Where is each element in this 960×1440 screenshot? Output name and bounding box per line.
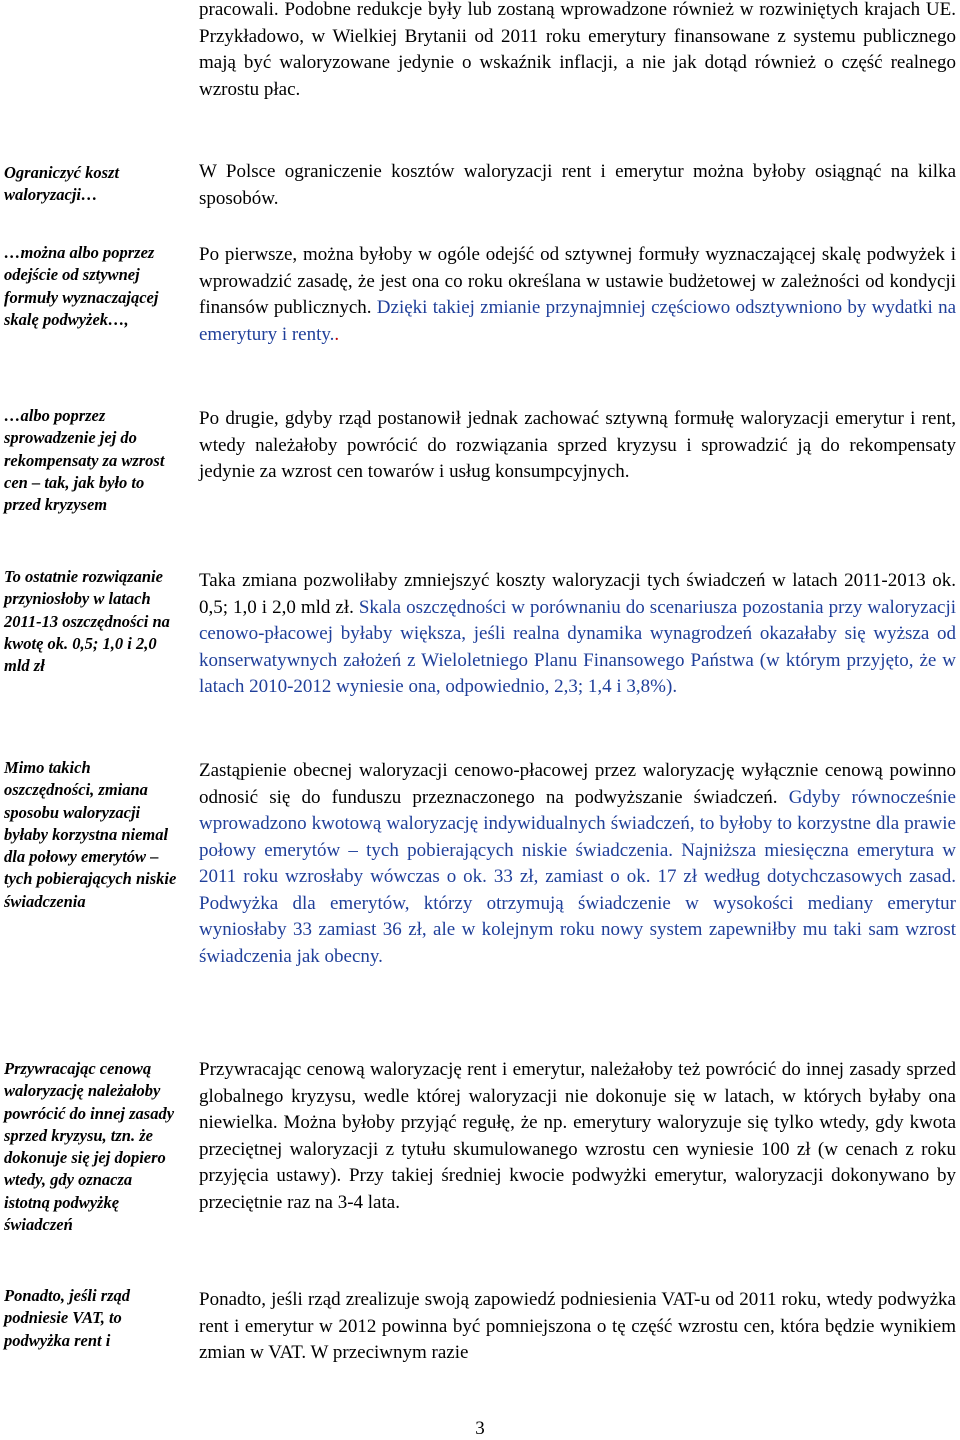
text-price-indexation: Zastąpienie obecnej waloryzacji cenowo-płacowej przez waloryzację wyłącznie cenową powinno odnosić się do funduszu przeznaczonego na podwyższanie świadczeń. <box>199 760 956 808</box>
text-first-option: Po pierwsze, można byłoby w ogóle odejść od sztywnej formuły wyznaczającej skalę podwyżek i wprowadzić zasadę, że jest ona co roku określana w ustawie budżetowej w zależności od kondycji finansów publicznych. <box>199 244 956 318</box>
margin-note-abandon-formula: …można albo poprzez odejście od sztywnej formuły wyznaczającej skalę podwyżek…, <box>4 243 159 329</box>
margin-note-beneficial: Mimo takich oszczędności, zmiana sposobu waloryzacji byłaby korzystna niemal dla połowy emerytów – tych pobierających niskie świadczenia <box>4 758 177 911</box>
page-number: 3 <box>475 1418 485 1439</box>
margin-note-restore-rule: Przywracając cenową waloryzację należałoby powrócić do innej zasady sprzed kryzysu, tzn. że dokonuje się jej dopiero wtedy, gdy oznacza istotną podwyżkę świadczeń <box>4 1059 175 1235</box>
text-first-option-mark: . <box>334 323 340 345</box>
text-price-indexation-highlight: Gdyby równocześnie wprowadzono kwotową waloryzację indywidualnych świadczeń, to byłoby to korzystne dla prawie połowy emerytów – tych pobierających niskie świadczenia. Najniższa miesięczna emerytura w 2011 roku wzrosłaby wówczas o ok. 33 zł, zamiast o ok. 17 zł według dotychczasowych zasad. Podwyżka dla emerytów, którzy otrzymują świadczenie w wysokości mediany emerytur wyniosłaby 33 zamiast 36 zł, ale w kolejnym roku nowy system zapewniłby mu taki sam wzrost świadczenia jak obecny. <box>199 786 956 967</box>
paragraph-second-option: Po drugie, gdyby rząd postanowił jednak zachować sztywną formułę waloryzacji emerytur i rent, wtedy należałoby powrócić do rozwiązania sprzed kryzysu i sprowadzić ją do rekompensaty jedynie za wzrost cen towarów i usług konsumpcyjnych. <box>199 408 956 482</box>
paragraph-first-option <box>199 242 956 348</box>
margin-note-vat: Ponadto, jeśli rząd podniesie VAT, to podwyżka rent i <box>4 1286 131 1350</box>
margin-note-limit-cost: Ograniczyć koszt waloryzacji… <box>4 163 120 205</box>
paragraph-uk-reductions: pracowali. Podobne redukcje były lub zostaną wprowadzone również w rozwiniętych krajach UE. Przykładowo, w Wielkiej Brytanii od 2011 roku emerytury finansowane z systemu publicznego mają być waloryzowane jedynie o wskaźnik inflacji, a nie jak dotąd również o część realnego wzrostu płac. <box>199 0 956 100</box>
paragraph-savings <box>199 568 956 701</box>
text-first-option-highlight: Dzięki takiej zmianie przynajmniej częściowo odsztywniono by wydatki na emerytury i renty. <box>199 297 956 345</box>
margin-note-price-compensation: …albo poprzez sprowadzenie jej do rekompensaty za wzrost cen – tak, jak było to przed kryzysem <box>4 406 165 515</box>
paragraph-vat: Ponadto, jeśli rząd zrealizuje swoją zapowiedź podniesienia VAT-u od 2011 roku, wtedy podwyżka rent i emerytur w 2012 powinna być pomniejszona o tę część wzrostu cen, która będzie wynikiem zmian w VAT. W przeciwnym razie <box>199 1289 956 1363</box>
margin-note-savings: To ostatnie rozwiązanie przyniosłoby w latach 2011-13 oszczędności na kwotę ok. 0,5; 1,0 i 2,0 mld zł <box>4 567 170 676</box>
paragraph-price-indexation <box>199 758 956 970</box>
paragraph-poland-intro: W Polsce ograniczenie kosztów waloryzacji rent i emerytur można byłoby osiągnąć na kilka sposobów. <box>199 161 956 209</box>
text-savings: Taka zmiana pozwoliłaby zmniejszyć koszty waloryzacji tych świadczeń w latach 2011-2013 ok. 0,5; 1,0 i 2,0 mld zł. <box>199 570 956 618</box>
text-savings-highlight: Skala oszczędności w porównaniu do scenariusza pozostania przy waloryzacji cenowo-płacowej byłaby większa, jeśli realna dynamika wynagrodzeń okazałaby się wyższa od konserwatywnych założeń z Wieloletniego Planu Finansowego Państwa (w którym przyjęto, że w latach 2010-2012 wyniesie ona, odpowiednio, 2,3; 1,4 i 3,8%). <box>199 596 956 697</box>
paragraph-threshold-rule: Przywracając cenową waloryzację rent i emerytur, należałoby też powrócić do innej zasady sprzed globalnego kryzysu, wedle której waloryzacji nie dokonuje się w latach, w których byłaby ona niewielka. Można byłoby przyjąć regułę, że np. emerytury waloryzuje się tylko wtedy, gdy kwota przeciętnej waloryzacji z tytułu skumulowanego wzrostu cen wyniesie 100 zł (w cenach z roku przyjęcia ustawy). Przy takiej średniej kwocie podwyżki emerytur, waloryzacji dokonywano by przeciętnie raz na 3-4 lata. <box>199 1059 956 1213</box>
